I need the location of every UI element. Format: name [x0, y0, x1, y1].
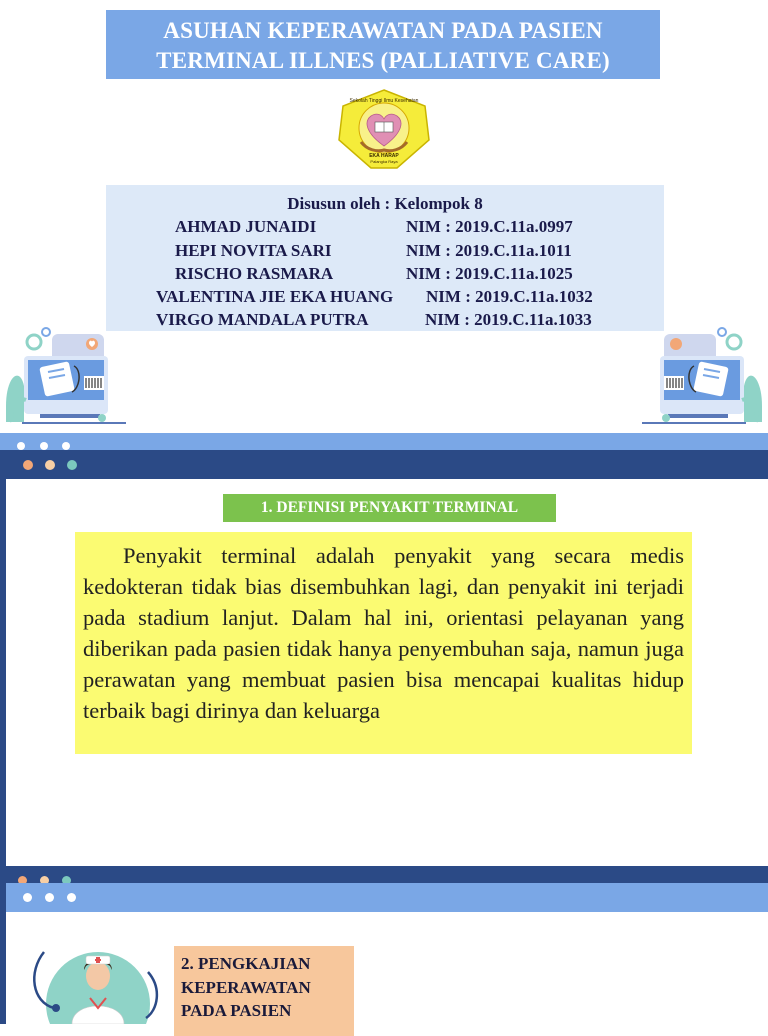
decor-dot — [23, 460, 33, 470]
decor-dot — [17, 442, 25, 450]
decor-dot — [23, 893, 32, 902]
authors-box — [106, 185, 664, 331]
member-nim: NIM : 2019.C.11a.1032 — [426, 287, 593, 307]
logo-top-text: Sekolah Tinggi Ilmu Kesehatan — [349, 98, 419, 104]
nurse-illustration — [26, 942, 166, 1024]
member-name: HEPI NOVITA SARI — [175, 240, 332, 260]
section1-body: Penyakit terminal adalah penyakit yang secara medis kedokteran tidak bias disembuhkan lagi, dan penyakit ini terjadi pada stadium lanjut. Dalam hal ini, orientasi pelayanan yang diberikan pada pasien tidak hanya penyembuhan saja, namun juga perawatan yang membuat pasien bisa mencapai kualitas hidup terbaik bagi dirinya dan keluarga — [75, 532, 692, 754]
member-name: VIRGO MANDALA PUTRA — [156, 310, 369, 330]
member-name: AHMAD JUNAIDI — [175, 217, 317, 237]
member-name: VALENTINA JIE EKA HUANG — [156, 287, 394, 307]
member-row — [106, 262, 664, 285]
section2-heading-line-1: 2. PENGKAJIAN — [181, 954, 311, 973]
medical-report-illustration — [2, 326, 128, 428]
section2-heading — [174, 946, 354, 1036]
medical-report-illustration — [640, 326, 766, 428]
member-row — [106, 239, 664, 262]
logo-city: Palangka Raya — [370, 159, 398, 164]
decor-dot — [67, 460, 77, 470]
institution-logo — [337, 88, 431, 170]
authored-by: Disusun oleh : Kelompok 8 — [287, 194, 483, 213]
section2-heading-line-3: PADA PASIEN — [181, 1001, 292, 1020]
member-row — [106, 308, 664, 331]
title-line-2: TERMINAL ILLNES (PALLIATIVE CARE) — [156, 48, 610, 73]
member-nim: NIM : 2019.C.11a.1011 — [406, 240, 572, 260]
decor-dot — [62, 442, 70, 450]
member-row — [106, 285, 664, 308]
decor-dot — [40, 442, 48, 450]
member-nim: NIM : 2019.C.11a.1033 — [425, 310, 592, 330]
page-left-border — [0, 878, 6, 1024]
cover-title — [106, 10, 660, 79]
decor-dot — [45, 460, 55, 470]
gear-icon — [27, 335, 41, 349]
decor-dot — [67, 893, 76, 902]
member-name: RISCHO RASMARA — [175, 263, 334, 283]
section2-heading-line-2: KEPERAWATAN — [181, 977, 311, 997]
member-nim: NIM : 2019.C.11a.1025 — [406, 263, 573, 283]
page-footer-band — [0, 866, 768, 883]
page-left-border — [0, 479, 6, 869]
member-nim: NIM : 2019.C.11a.0997 — [406, 217, 573, 237]
title-line-1: ASUHAN KEPERAWATAN PADA PASIEN — [163, 18, 603, 43]
logo-name: EKA HARAP — [369, 153, 399, 159]
page-divider-light — [0, 433, 768, 450]
section1-heading: 1. DEFINISI PENYAKIT TERMINAL — [223, 494, 556, 522]
decor-dot — [45, 893, 54, 902]
member-row — [106, 215, 664, 238]
page-header-band-light — [0, 883, 768, 912]
page-header-band — [0, 450, 768, 479]
